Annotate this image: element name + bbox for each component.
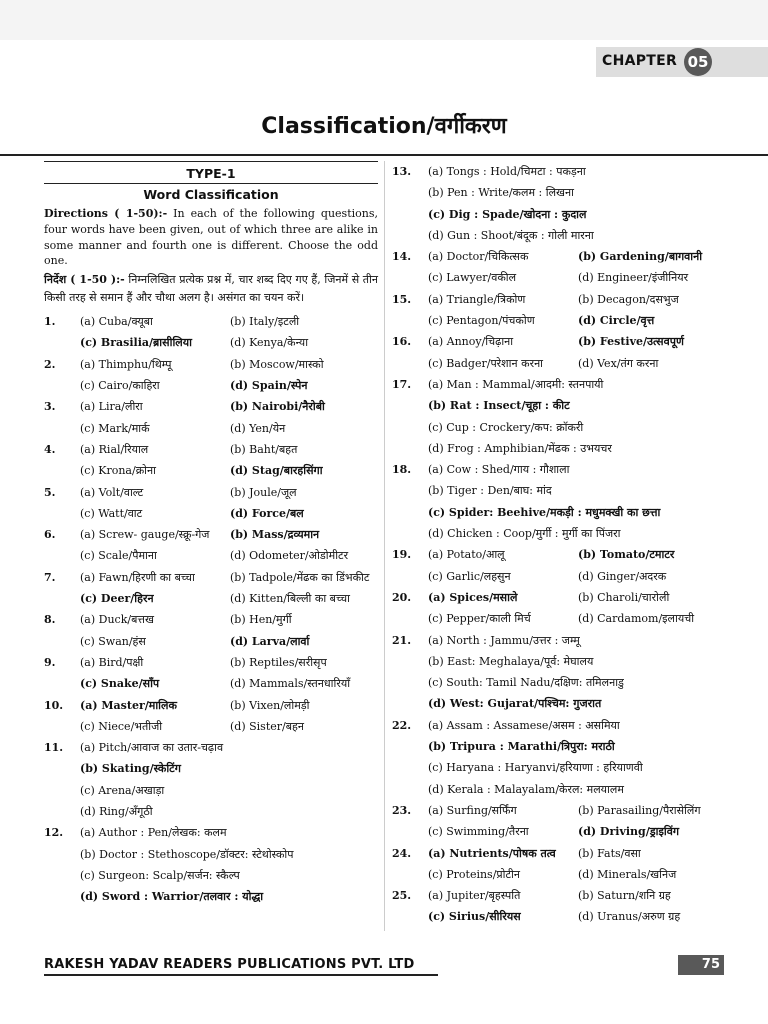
option: (c) Snake/साँप	[80, 677, 160, 691]
question-number	[44, 716, 80, 737]
question-number: 3.	[44, 400, 56, 414]
option: (c) South: Tamil Nadu/दक्षिण: तमिलनाडु	[428, 676, 624, 690]
question-number	[44, 673, 80, 694]
directions-hindi-label: निर्देश ( 1-50 ):-	[44, 273, 125, 287]
option: (d) Chicken : Coop/मुर्गी : मुर्गी का पिंजरा	[428, 527, 621, 541]
question-number: 7.	[44, 570, 56, 584]
question-row	[392, 651, 726, 672]
question-number	[392, 821, 428, 842]
question-row	[392, 843, 726, 864]
question-number: 8.	[44, 613, 56, 627]
question-row	[44, 418, 378, 439]
question-row	[44, 609, 378, 630]
question-number	[392, 651, 428, 672]
question-number: 25.	[392, 889, 412, 903]
option: (d) Ginger/अदरक	[578, 569, 667, 583]
question-number: 5.	[44, 485, 56, 499]
question-row	[392, 587, 726, 608]
option: (b) Hen/मुर्गी	[230, 613, 292, 627]
question-row	[392, 821, 726, 842]
question-row	[44, 844, 378, 865]
question-row	[44, 439, 378, 460]
question-row	[44, 652, 378, 673]
option: (b) Italy/इटली	[230, 315, 300, 329]
option: (a) Author : Pen/लेखक: कलम	[80, 826, 227, 840]
option: (b) Charoli/चारोली	[578, 590, 670, 604]
option: (d) Minerals/खनिज	[578, 867, 677, 881]
option: (c) Niece/भतीजी	[80, 719, 163, 733]
question-number	[44, 801, 80, 822]
option: (c) Cairo/काहिरा	[80, 379, 160, 393]
question-number	[44, 332, 80, 353]
question-number	[392, 353, 428, 374]
question-number	[392, 566, 428, 587]
section-type-heading: TYPE-1	[44, 164, 378, 184]
question-row	[44, 311, 378, 332]
option: (d) Sword : Warrior/तलवार : योद्धा	[80, 890, 264, 904]
question-number	[44, 418, 80, 439]
option: (b) Doctor : Stethoscope/डॉक्टर: स्टेथोस्कोप	[80, 847, 294, 861]
question-row	[44, 737, 378, 758]
question-row	[44, 354, 378, 375]
option: (c) Spider: Beehive/मकड़ी : मधुमक्खी का छत्ता	[428, 505, 661, 519]
question-number	[392, 757, 428, 778]
option: (b) Festive/उत्सवपूर्ण	[578, 335, 684, 349]
option: (d) Spain/स्पेन	[230, 379, 308, 393]
option: (a) Cow : Shed/गाय : गौशाला	[428, 463, 570, 477]
option: (b) Tripura : Marathi/त्रिपुरा: मराठी	[428, 740, 615, 754]
question-number: 4.	[44, 442, 56, 456]
option: (c) Swan/हंस	[80, 634, 146, 648]
directions-english	[44, 206, 378, 269]
option: (a) Doctor/चिकित्सक	[428, 250, 529, 264]
option: (c) Deer/हिरन	[80, 592, 154, 606]
question-number	[392, 672, 428, 693]
question-number: 15.	[392, 292, 412, 306]
option: (b) Reptiles/सरीसृप	[230, 655, 327, 669]
question-number: 9.	[44, 655, 56, 669]
question-row	[392, 502, 726, 523]
option: (d) Kitten/बिल्ली का बच्चा	[230, 592, 350, 606]
option: (a) North : Jammu/उत्तर : जम्मू	[428, 633, 580, 647]
question-row	[392, 204, 726, 225]
option: (c) Pentagon/पंचकोण	[428, 314, 535, 328]
option: (d) Cardamom/इलायची	[578, 612, 695, 626]
option: (c) Cup : Crockery/कप: क्रॉकरी	[428, 420, 584, 434]
question-row	[44, 332, 378, 353]
option: (a) Duck/बत्तख	[80, 613, 154, 627]
question-row	[392, 736, 726, 757]
question-number	[392, 864, 428, 885]
question-number	[392, 906, 428, 927]
option: (b) Rat : Insect/चूहा : कीट	[428, 399, 570, 413]
question-row	[44, 801, 378, 822]
title-rule	[0, 154, 768, 156]
option: (b) Fats/वसा	[578, 846, 641, 860]
question-number	[392, 779, 428, 800]
option: (c) Brasilia/ब्रासीलिया	[80, 336, 192, 350]
option: (d) Larva/लार्वा	[230, 634, 310, 648]
question-number: 19.	[392, 548, 412, 562]
question-row	[392, 395, 726, 416]
question-number	[44, 503, 80, 524]
question-number: 10.	[44, 698, 64, 712]
section-top-rule	[44, 161, 378, 162]
chapter-number-badge: 05	[684, 48, 712, 76]
option: (c) Watt/वाट	[80, 506, 143, 520]
option: (a) Assam : Assamese/असम : असमिया	[428, 718, 620, 732]
option: (d) Sister/बहन	[230, 719, 304, 733]
option: (c) Sirius/सीरियस	[428, 910, 521, 924]
question-number	[392, 502, 428, 523]
left-column	[44, 161, 378, 908]
question-row	[44, 780, 378, 801]
directions-label: Directions ( 1-50):-	[44, 207, 168, 220]
question-list-right	[392, 161, 726, 928]
option: (a) Triangle/त्रिकोण	[428, 292, 526, 306]
option: (a) Screw- gauge/स्क्रू-गेज	[80, 528, 210, 542]
option: (d) Engineer/इंजीनियर	[578, 271, 689, 285]
top-band	[0, 0, 768, 40]
column-divider	[384, 161, 385, 931]
question-number: 13.	[392, 165, 412, 178]
question-row	[392, 161, 726, 182]
question-row	[392, 331, 726, 352]
option: (b) Saturn/शनि ग्रह	[578, 889, 671, 903]
option: (b) Decagon/दसभुज	[578, 292, 679, 306]
option: (b) Tomato/टमाटर	[578, 548, 675, 562]
question-row	[392, 374, 726, 395]
directions-text: In each of the following questions, four words have been given, out of which three are alike in some manner and fourth one is different. Choose the odd one.	[44, 207, 378, 268]
option: (d) Force/बल	[230, 506, 304, 520]
option: (b) Baht/बहत	[230, 442, 298, 456]
option: (d) Yen/येन	[230, 421, 286, 435]
option: (c) Surgeon: Scalp/सर्जन: स्कैल्प	[80, 868, 240, 882]
question-number	[44, 375, 80, 396]
directions-hindi	[44, 271, 378, 307]
question-number	[44, 844, 80, 865]
question-row	[392, 566, 726, 587]
question-row	[44, 588, 378, 609]
question-number	[392, 438, 428, 459]
question-row	[392, 544, 726, 565]
section-subtitle: Word Classification	[143, 187, 279, 202]
option: (a) Volt/वाल्ट	[80, 485, 144, 499]
question-row	[392, 459, 726, 480]
question-row	[44, 631, 378, 652]
question-row	[392, 885, 726, 906]
question-number	[392, 523, 428, 544]
option: (c) Haryana : Haryanvi/हरियाणा : हरियाणवी	[428, 761, 643, 775]
option: (c) Krona/क्रोना	[80, 464, 156, 478]
question-number: 16.	[392, 335, 412, 349]
question-row	[392, 417, 726, 438]
option: (a) Potato/आलू	[428, 548, 505, 562]
question-row	[392, 225, 726, 246]
directions-hindi-text: निम्नलिखित प्रत्येक प्रश्न में, चार शब्द दिए गए हैं, जिनमें से तीन किसी तरह से समान हैं और चौथा अलग है। असंगत का चयन करें।	[44, 273, 379, 305]
option: (d) Odometer/ओडोमीटर	[230, 549, 349, 563]
question-number	[392, 182, 428, 203]
question-row	[392, 672, 726, 693]
question-number	[392, 225, 428, 246]
question-row	[392, 779, 726, 800]
question-row	[392, 800, 726, 821]
option: (d) Stag/बारहसिंगा	[230, 464, 323, 478]
option: (b) Mass/द्रव्यमान	[230, 528, 320, 542]
option: (d) Uranus/अरुण ग्रह	[578, 910, 681, 924]
option: (a) Spices/मसाले	[428, 590, 518, 604]
option: (a) Man : Mammal/आदमी: स्तनपायी	[428, 377, 604, 391]
option: (c) Badger/परेशान करना	[428, 356, 544, 370]
question-number: 11.	[44, 741, 64, 755]
question-number	[44, 758, 80, 779]
option: (a) Bird/पक्षी	[80, 655, 144, 669]
option: (a) Jupiter/बृहस्पति	[428, 889, 521, 903]
question-row	[392, 438, 726, 459]
question-row	[392, 480, 726, 501]
option: (d) Mammals/स्तनधारियाँ	[230, 677, 351, 691]
question-row	[44, 375, 378, 396]
option: (b) Tiger : Den/बाघ: मांद	[428, 484, 552, 498]
question-number: 1.	[44, 315, 56, 329]
option: (b) Tadpole/मेंढक का डिंभकीट	[230, 570, 370, 584]
option: (a) Surfing/सर्फिंग	[428, 803, 517, 817]
question-row	[44, 822, 378, 843]
question-row	[44, 673, 378, 694]
question-row	[44, 396, 378, 417]
right-column	[392, 161, 726, 928]
question-number: 2.	[44, 357, 56, 371]
publisher-footer: RAKESH YADAV READERS PUBLICATIONS PVT. LTD	[44, 957, 415, 972]
option: (d) Vex/तंग करना	[578, 356, 659, 370]
question-number	[44, 460, 80, 481]
question-row	[44, 567, 378, 588]
option: (c) Garlic/लहसुन	[428, 569, 511, 583]
option: (a) Nutrients/पोषक तत्व	[428, 846, 556, 860]
question-row	[392, 182, 726, 203]
question-row	[44, 695, 378, 716]
option: (a) Tongs : Hold/चिमटा : पकड़ना	[428, 165, 586, 178]
question-row	[44, 716, 378, 737]
option: (d) West: Gujarat/पश्चिम: गुजरात	[428, 697, 602, 711]
question-number	[392, 736, 428, 757]
question-number	[392, 480, 428, 501]
question-number	[392, 417, 428, 438]
question-row	[44, 503, 378, 524]
question-row	[392, 608, 726, 629]
chapter-banner	[596, 47, 768, 77]
option: (b) Gardening/बागवानी	[578, 250, 703, 264]
option: (b) East: Meghalaya/पूर्व: मेघालय	[428, 654, 594, 668]
question-number	[392, 267, 428, 288]
option: (c) Dig : Spade/खोदना : कुदाल	[428, 207, 587, 221]
option: (d) Gun : Shoot/बंदूक : गोली मारना	[428, 228, 594, 242]
page-title: Classification/वर्गीकरण	[261, 114, 507, 139]
question-row	[44, 865, 378, 886]
question-row	[392, 906, 726, 927]
question-row	[44, 758, 378, 779]
question-number: 12.	[44, 826, 64, 840]
question-row	[392, 523, 726, 544]
question-list-left	[44, 311, 378, 907]
question-number	[44, 780, 80, 801]
option: (a) Fawn/हिरणी का बच्चा	[80, 570, 195, 584]
question-row	[392, 630, 726, 651]
question-number: 24.	[392, 846, 412, 860]
option: (c) Pepper/काली मिर्च	[428, 612, 531, 626]
option: (c) Arena/अखाड़ा	[80, 783, 165, 797]
option: (b) Moscow/मास्को	[230, 357, 324, 371]
question-row	[44, 482, 378, 503]
question-number: 17.	[392, 377, 412, 391]
option: (d) Kerala : Malayalam/केरल: मलयालम	[428, 782, 624, 796]
question-row	[44, 524, 378, 545]
option: (d) Ring/अँगूठी	[80, 805, 153, 819]
option: (d) Frog : Amphibian/मेंढक : उभयचर	[428, 441, 612, 455]
option: (c) Proteins/प्रोटीन	[428, 867, 521, 881]
question-number: 6.	[44, 528, 56, 542]
question-number: 14.	[392, 250, 412, 264]
option: (d) Kenya/केन्या	[230, 336, 309, 350]
page-number: 75	[678, 955, 724, 975]
question-number	[44, 865, 80, 886]
option: (c) Scale/पैमाना	[80, 549, 157, 563]
option: (b) Nairobi/नैरोबी	[230, 400, 325, 414]
option: (b) Skating/स्केटिंग	[80, 762, 181, 776]
option: (a) Thimphu/थिम्पू	[80, 357, 172, 371]
option: (d) Circle/वृत्त	[578, 314, 655, 328]
question-number: 22.	[392, 718, 412, 732]
question-number	[392, 204, 428, 225]
option: (a) Cuba/क्यूबा	[80, 315, 153, 329]
option: (a) Master/मालिक	[80, 698, 177, 712]
question-number: 21.	[392, 633, 412, 647]
question-row	[392, 864, 726, 885]
question-row	[392, 715, 726, 736]
question-row	[44, 886, 378, 907]
question-row	[392, 289, 726, 310]
option: (c) Lawyer/वकील	[428, 271, 517, 285]
option: (a) Lira/लीरा	[80, 400, 143, 414]
footer-rule	[44, 974, 438, 976]
option: (b) Joule/जूल	[230, 485, 297, 499]
option: (a) Pitch/आवाज का उतार-चढ़ाव	[80, 741, 224, 755]
question-number: 20.	[392, 590, 412, 604]
option: (a) Annoy/चिढ़ाना	[428, 335, 514, 349]
question-number	[44, 588, 80, 609]
question-number	[392, 608, 428, 629]
question-row	[44, 460, 378, 481]
option: (a) Rial/रियाल	[80, 442, 149, 456]
option: (b) Parasailing/पैरासेलिंग	[578, 803, 701, 817]
option: (b) Pen : Write/कलम : लिखना	[428, 186, 574, 200]
question-row	[392, 353, 726, 374]
question-row	[392, 757, 726, 778]
question-row	[392, 693, 726, 714]
question-number: 18.	[392, 463, 412, 477]
question-row	[392, 310, 726, 331]
option: (c) Mark/मार्क	[80, 421, 150, 435]
option: (b) Vixen/लोमड़ी	[230, 698, 310, 712]
chapter-label: CHAPTER	[602, 53, 678, 69]
question-number	[44, 631, 80, 652]
option: (c) Swimming/तैरना	[428, 825, 529, 839]
question-number: 23.	[392, 803, 412, 817]
question-number	[392, 693, 428, 714]
question-row	[44, 545, 378, 566]
question-row	[392, 246, 726, 267]
question-number	[392, 310, 428, 331]
question-number	[44, 886, 80, 907]
question-number	[44, 545, 80, 566]
question-row	[392, 267, 726, 288]
option: (d) Driving/ड्राइविंग	[578, 825, 680, 839]
question-number	[392, 395, 428, 416]
